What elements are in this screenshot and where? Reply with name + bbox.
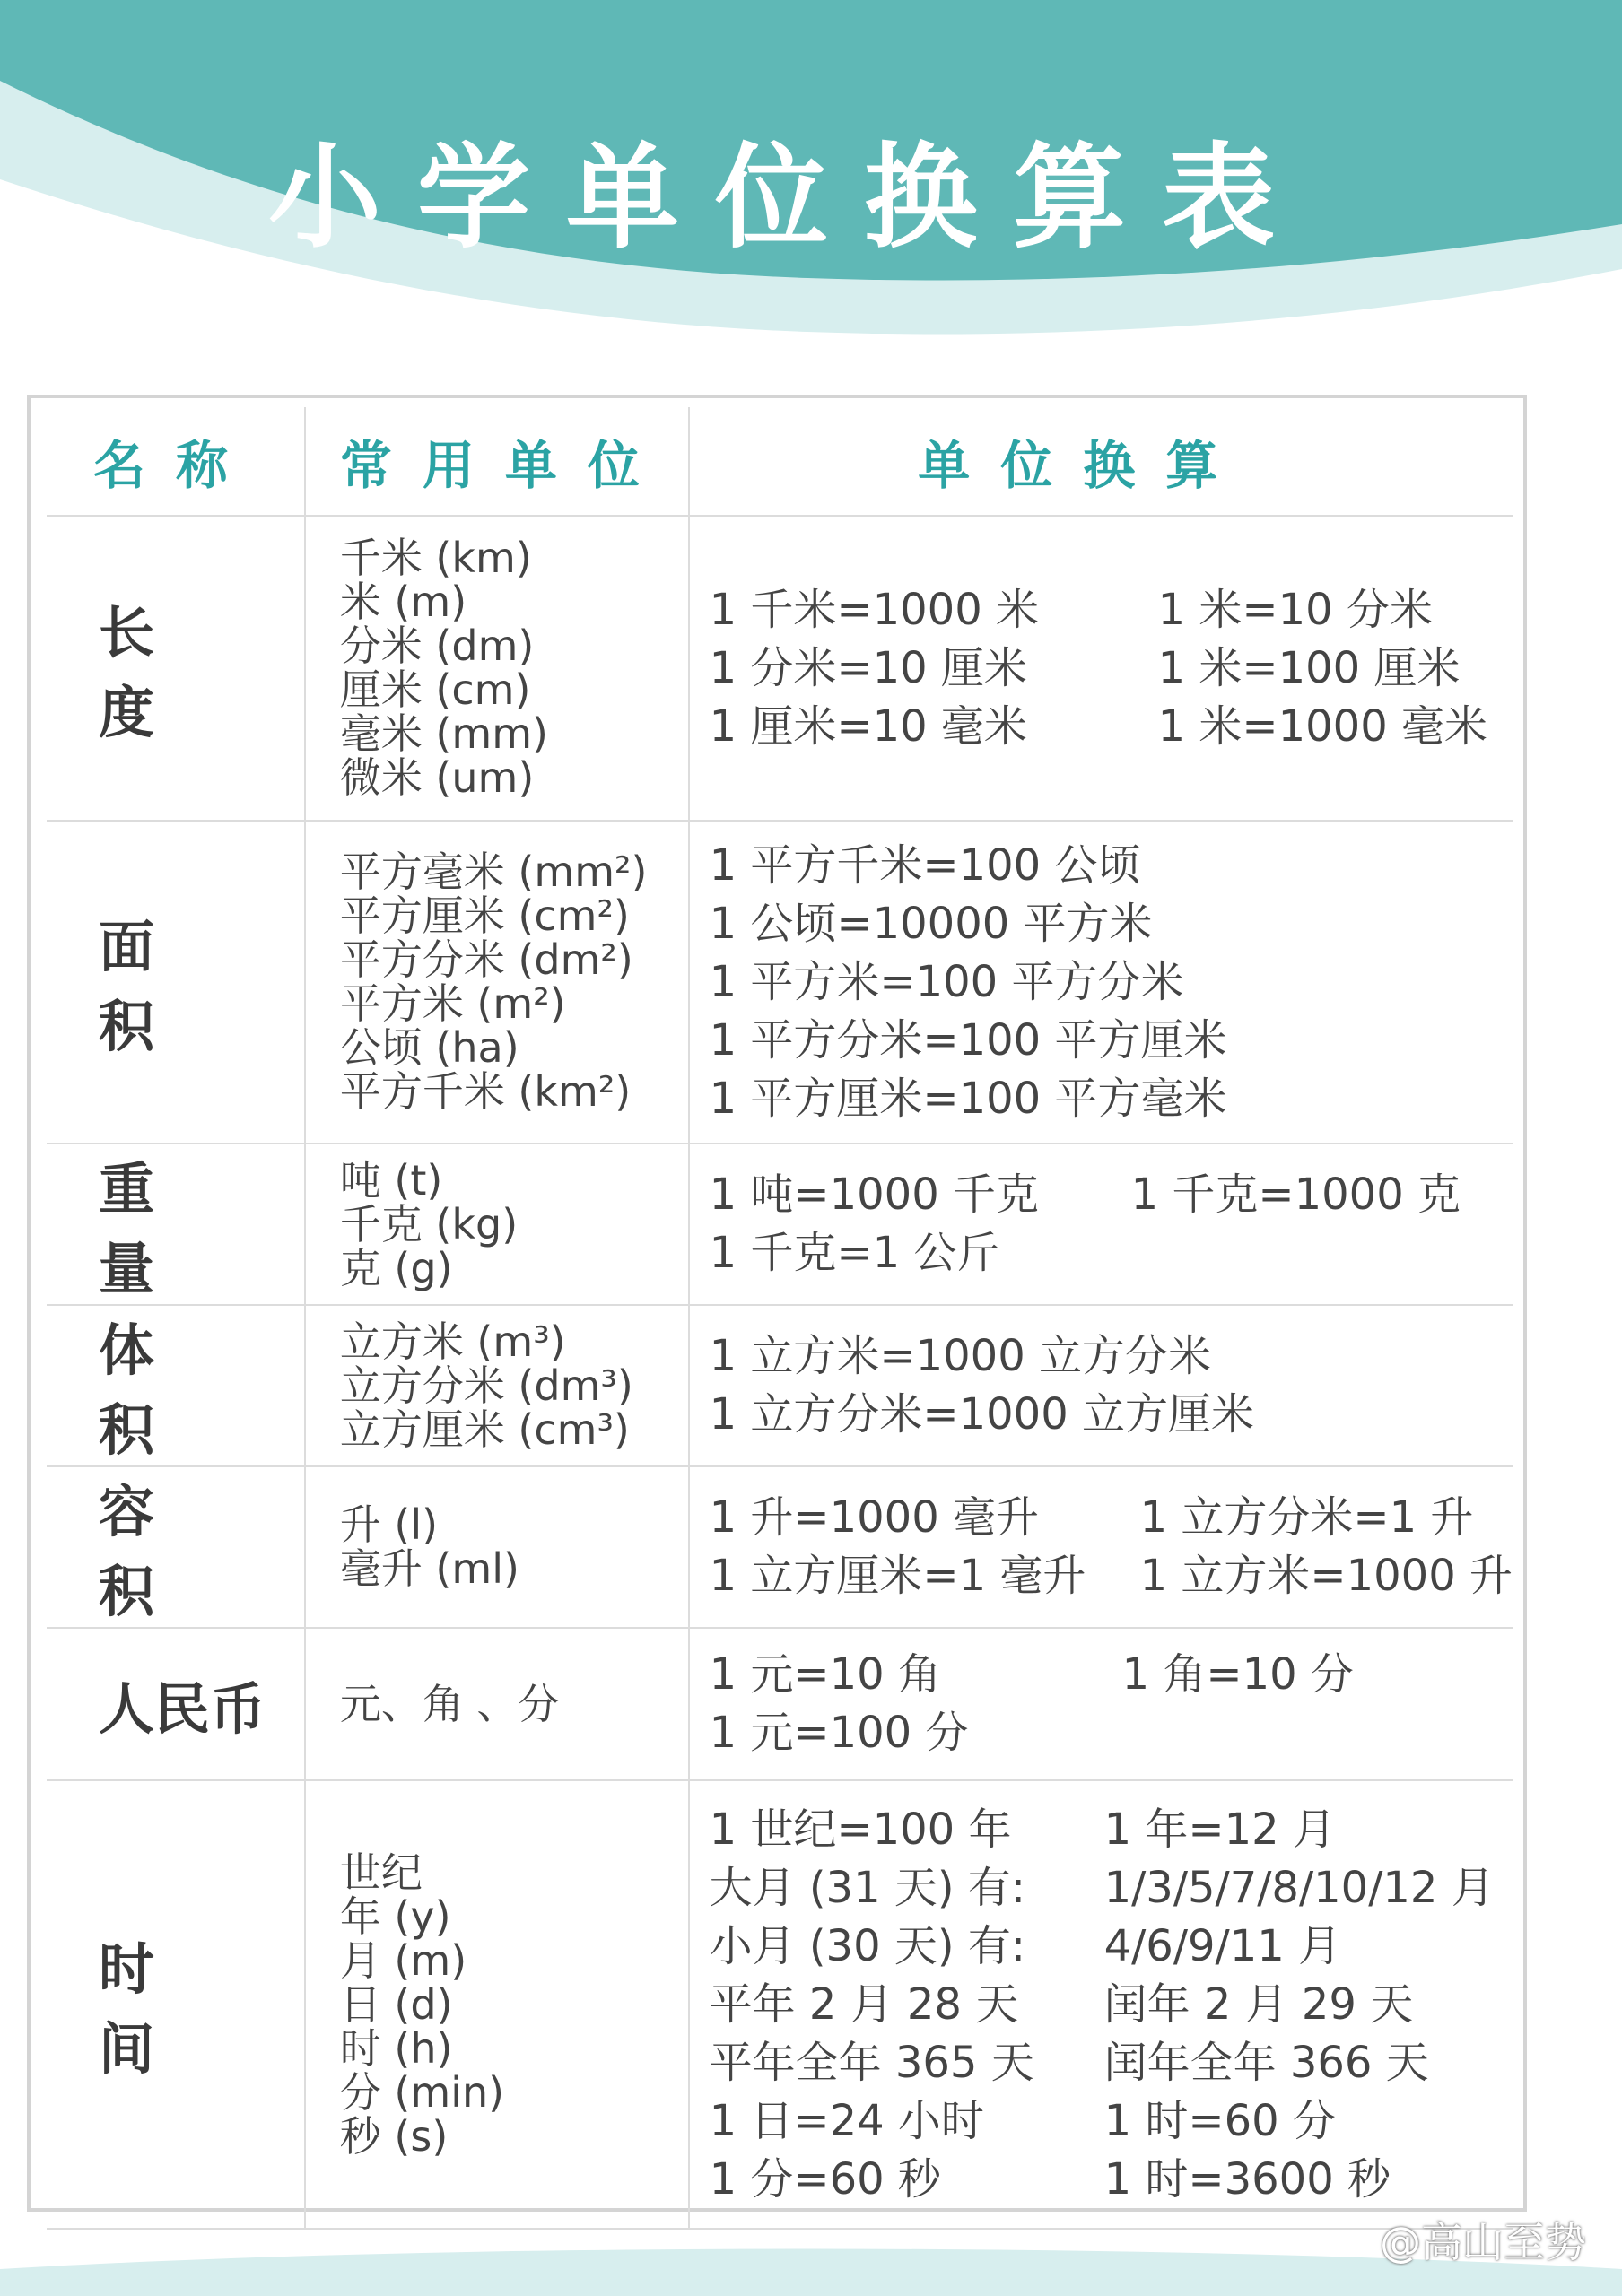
conversion-line [710, 1704, 1513, 1762]
conversion-list [689, 1780, 1513, 2229]
table-row [47, 516, 1513, 821]
conversion-line [710, 1801, 1513, 1859]
unit-item: 克 (g) [339, 1243, 453, 1292]
conversion-line [710, 1859, 1513, 1918]
conversion-line [710, 1489, 1513, 1547]
unit-item: 公顷 (ha) [339, 1023, 519, 1072]
conversion-text: 1 米=100 厘米 [1157, 642, 1461, 693]
conversion-text: 4/6/9/11 月 [1103, 1920, 1342, 1971]
header-units: 常用单位 [305, 407, 689, 516]
conversion-list [689, 1628, 1513, 1780]
conversion-line [710, 1070, 1513, 1128]
conversion-text: 1 千克=1 公斤 [709, 1228, 1000, 1278]
conversion-text: 1 元=10 角 [709, 1649, 941, 1700]
conversion-line [710, 1166, 1513, 1224]
conversion-table [47, 407, 1513, 2230]
conversion-text: 闰年全年 366 天 [1103, 2037, 1429, 2088]
conversion-line [710, 1976, 1513, 2034]
conversion-text: 1 吨=1000 千克 [709, 1170, 1039, 1220]
table-row [47, 1780, 1513, 2229]
conversion-text: 1 平方厘米=100 平方毫米 [709, 1073, 1227, 1124]
conversion-list [689, 821, 1513, 1144]
conversion-text: 1 厘米=10 毫米 [709, 700, 1027, 752]
footer-wave [0, 2242, 1622, 2296]
row-name: 面积 [47, 821, 305, 1144]
unit-list [305, 1780, 689, 2229]
unit-item: 时 (h) [339, 2023, 453, 2073]
conversion-text: 1 千克=1000 克 [1130, 1170, 1461, 1220]
unit-item: 年 (y) [339, 1892, 451, 1941]
unit-list [305, 1305, 689, 1466]
conversion-line [710, 2151, 1513, 2209]
conversion-text: 小月 (30 天) 有: [709, 1920, 1026, 1971]
table-row [47, 1305, 1513, 1466]
unit-item: 吨 (t) [339, 1155, 443, 1205]
conversion-text: 1 分=60 秒 [709, 2153, 941, 2205]
conversion-line [710, 2034, 1513, 2092]
unit-item: 千米 (km) [339, 534, 532, 582]
unit-item: 立方厘米 (cm³) [339, 1405, 630, 1454]
unit-item: 厘米 (cm) [339, 665, 531, 714]
page-title: 小学单位换算表 [268, 132, 1311, 264]
conversion-table-panel [27, 395, 1527, 2212]
conversion-text: 1 平方分米=100 平方厘米 [709, 1014, 1227, 1065]
conversion-text: 1 元=100 分 [709, 1708, 969, 1758]
unit-list [305, 1628, 689, 1780]
conversion-text: 1 时=3600 秒 [1103, 2153, 1391, 2205]
unit-list [305, 1144, 689, 1305]
unit-item: 千克 (kg) [339, 1199, 519, 1248]
row-name: 体积 [47, 1305, 305, 1466]
header-conversion: 单位换算 [689, 407, 1513, 516]
conversion-text: 1 时=60 分 [1103, 2095, 1336, 2146]
unit-item: 升 (l) [339, 1500, 439, 1549]
unit-item: 毫米 (mm) [339, 709, 548, 758]
unit-item: 平方厘米 (cm²) [339, 891, 630, 940]
conversion-list [689, 1144, 1513, 1305]
unit-item: 平方千米 (km²) [339, 1067, 632, 1116]
conversion-text: 1 立方米=1000 立方分米 [709, 1331, 1211, 1381]
unit-item: 立方分米 (dm³) [339, 1361, 633, 1410]
unit-list [305, 821, 689, 1144]
unit-item: 日 (d) [339, 1979, 453, 2029]
row-name: 重量 [47, 1144, 305, 1305]
conversion-text: 1 年=12 月 [1103, 1804, 1336, 1855]
conversion-text: 1 立方米=1000 升 [1139, 1551, 1513, 1601]
conversion-text: 1 升=1000 毫升 [709, 1492, 1039, 1543]
unit-item: 微米 (um) [339, 753, 535, 802]
unit-item: 毫升 (ml) [339, 1544, 519, 1593]
conversion-line [710, 1646, 1513, 1704]
conversion-text: 1 米=1000 毫米 [1157, 700, 1487, 752]
conversion-list [689, 1466, 1513, 1628]
unit-item: 米 (m) [339, 578, 467, 626]
conversion-text: 平年 2 月 28 天 [709, 1979, 1019, 2030]
table-header [47, 407, 1513, 516]
unit-item: 立方米 (m³) [339, 1317, 566, 1366]
conversion-line [710, 698, 1513, 756]
conversion-line [710, 1547, 1513, 1605]
conversion-text: 1 分米=10 厘米 [709, 642, 1027, 693]
unit-item: 世纪 [339, 1848, 423, 1897]
row-name: 人民币 [47, 1628, 305, 1780]
conversion-text: 1 角=10 分 [1121, 1649, 1354, 1700]
conversion-line [710, 581, 1513, 639]
conversion-list [689, 1305, 1513, 1466]
conversion-line [710, 1918, 1513, 1976]
conversion-text: 1 立方厘米=1 毫升 [709, 1551, 1086, 1601]
conversion-line [710, 1386, 1513, 1444]
conversion-line [710, 1012, 1513, 1070]
row-name: 长度 [47, 516, 305, 821]
unit-item: 月 (m) [339, 1935, 467, 1985]
row-name: 时间 [47, 1780, 305, 2229]
unit-item: 平方毫米 (mm²) [339, 848, 648, 896]
unit-item: 分米 (dm) [339, 622, 535, 670]
conversion-line [710, 953, 1513, 1012]
conversion-text: 1 千米=1000 米 [709, 584, 1039, 635]
table-row [47, 1628, 1513, 1780]
conversion-line [710, 895, 1513, 953]
table-row [47, 1466, 1513, 1628]
unit-list [305, 1466, 689, 1628]
conversion-line [710, 2092, 1513, 2151]
conversion-text: 1/3/5/7/8/10/12 月 [1103, 1862, 1495, 1913]
unit-list [305, 516, 689, 821]
conversion-text: 1 立方分米=1000 立方厘米 [709, 1389, 1254, 1439]
table-row [47, 821, 1513, 1144]
conversion-text: 1 日=24 小时 [709, 2095, 984, 2146]
row-name: 容积 [47, 1466, 305, 1628]
conversion-text: 1 平方千米=100 公顷 [709, 839, 1141, 891]
conversion-text: 1 平方米=100 平方分米 [709, 956, 1184, 1007]
unit-item: 平方米 (m²) [339, 979, 566, 1028]
watermark: @高山至势 [1380, 2218, 1586, 2266]
unit-item: 分 (min) [339, 2067, 505, 2117]
unit-item: 元、角 、分 [339, 1679, 560, 1728]
conversion-line [710, 837, 1513, 895]
conversion-text: 1 立方分米=1 升 [1139, 1492, 1474, 1543]
conversion-text: 1 世纪=100 年 [709, 1804, 1012, 1855]
conversion-text: 1 公顷=10000 平方米 [709, 898, 1153, 949]
conversion-line [710, 1224, 1513, 1283]
conversion-text: 平年全年 365 天 [709, 2037, 1034, 2088]
unit-item: 平方分米 (dm²) [339, 935, 633, 984]
unit-item: 秒 (s) [339, 2111, 449, 2161]
header-name: 名称 [47, 407, 305, 516]
conversion-line [710, 1327, 1513, 1386]
conversion-text: 1 米=10 分米 [1157, 584, 1433, 635]
conversion-text: 闰年 2 月 29 天 [1103, 1979, 1414, 2030]
conversion-line [710, 639, 1513, 698]
conversion-text: 大月 (31 天) 有: [709, 1862, 1026, 1913]
conversion-list [689, 516, 1513, 821]
table-row [47, 1144, 1513, 1305]
